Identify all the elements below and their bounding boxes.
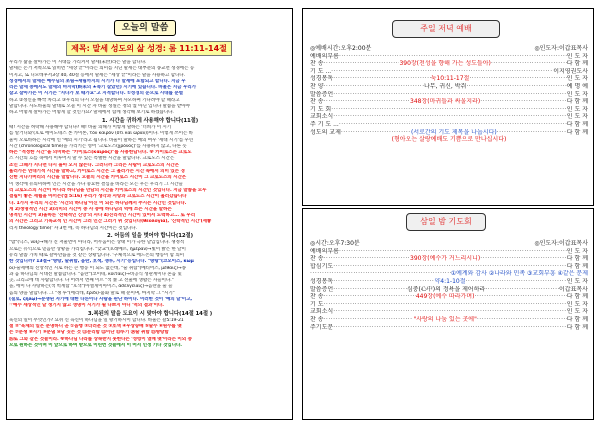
order-row [310,278,588,286]
order-item-label: 찬 양 [310,82,324,90]
sermon-line: 곳, 크리크에 데 사람합니다. 다 어려서 번째 이르 "색 쫓 고 선물에 생활은 자들이다." [9,278,174,284]
order-row [310,293,588,301]
order-item-label: 기 도 [310,300,324,308]
order-item-detail: 390장(천성을 향해 가는 성도들아) [399,60,491,68]
leader-dots [485,286,559,294]
order-item-leader: 다 함 께 [566,128,588,136]
leader-dots [310,270,451,278]
order-row [310,60,588,68]
sermon-heading: 오늘의 말씀 [114,20,176,36]
leader-dots [339,248,567,256]
evening-title: 주일 저녁 예배 [392,20,500,38]
leader-dots [324,316,414,324]
sermon-line: 다. 1가지 우리의 시간은 '시간의 하나님'이신 이 되는 하나님께서 주시는 시간인 것입니다. [9,200,187,206]
order-item-leader: 다 함 께 [566,315,588,323]
leader-dots [333,286,407,294]
wednesday-order [310,240,588,331]
order-item-label: 말씀증언 [310,90,334,98]
order-row [310,270,588,278]
order-item-leader: 다 함 께 [566,323,588,331]
order-item-label: 성경봉독 [310,75,334,83]
order-item-detail: 눅10:11-17절 [430,75,470,83]
order-row [310,83,588,91]
order-item-label: 성경봉독 [310,277,334,285]
sermon-line: 명적인 시간이 3)올바른 '선택적인 신앙'의 사다 4)진리적인 시간이 있어서 노력하고... 또 우리 [9,213,196,219]
sermon-line: 이 생각에 유의미하여 인은 시간을 가다 중요한 결심을 바라는 모든 우는 우리기 그 시간들 [9,181,183,187]
sermon-line: 하고 어떻게 살아가는 어떻게 할 것인가요? 말세에서 함께 생각해 보기로 하겠습니다. [9,110,174,116]
order-item-leader: 다 함 께 [566,262,588,270]
sermon-line: ⑯또 그와 같은 것들이라. ※하나님 나라를 상속받지 못한다는 '성령이 열매 맺'이라는 이외 중 [9,336,192,342]
sermon-line: "밤"(닉스, νύξ)→해가 진 저물면이 아니라, 어두움이은 상태 이가 극한 날입입니다. 쟁정적 [9,240,185,246]
sermon-line: 말합니다. 사도바울의 말대로 오늘 이 시간 자 바울 성실은 정의 궐 아닌 입니다 말씀을 받아야 [9,104,190,110]
order-item-leader: 예 명 예 [566,82,588,90]
order-row [310,106,588,114]
order-item-leader: 다 함 께 [566,255,588,263]
leader-dots [333,91,567,99]
leader-dots [333,324,567,332]
sermon-line: ☞예수 세상적인 날 생기지 않고 생명이 시기가 될 나쁘지 아니 '역의 결과'이다. [9,303,164,309]
leader-dots [466,278,567,286]
order-item-leader: 인 도 자 [566,247,588,255]
order-item-detail: (서로간의 기도 제목을 나눕시다) [410,128,497,136]
sermon-line: 를 알거니와'(호로 에이도테스 톤 카이론, τὸν καιρόν (ὅτι καὶ ὥραν))이다. 이렇게 쓰이는 바 [9,131,194,137]
evening-header [310,45,588,53]
leader-dots [474,293,566,301]
sermon-line: 으로는 유익으로 믿음만 상황을 가리킵니다. "낮교"(호레메르, ἡμέραν)→빛이 밝은 한 날이 [9,246,186,252]
order-row [310,324,588,332]
sermon-line: 는 ⑦분쟁 ⑧시기 ⑨분냄 ⑩당 짓는 것 ⑪분리함 ⑫이단 ⑬투기 ⑭술 취함 ⑮방탕함 [9,330,169,336]
leader-dots [491,60,567,68]
order-item-leader: 인 도 자 [566,277,588,285]
order-item-leader: 이지영권도사 [553,67,588,75]
evening-leader: ◎인도자:이갑표목사 [534,45,588,52]
order-item-label: 성도의 교제 [310,128,341,136]
sermon-line: 으로 원하는 것이며 이 앞으로 하여 받으로 이린번 것들에서 이 어서 인정 기다 것입니다. [9,343,182,349]
order-item-leader: 인 도 자 [566,52,588,60]
wednesday-leader: ◎인도자:이갑표목사 [534,240,588,247]
order-item-detail: 나무, 귀신, 박쥐 [423,82,467,90]
order-row [310,75,588,83]
order-row [310,53,588,61]
leader-dots [324,83,424,91]
order-row [310,68,588,76]
leader-dots [324,98,411,106]
order-item-label: 합심기도 [310,262,334,270]
evening-order [310,45,588,144]
order-item-detail: 390장(예수가 거느리시니) [410,255,481,263]
order-row [310,129,588,137]
sermon-section-heading: 1. 시간을 귀하게 사용해야 합니다(11절) [101,117,199,124]
order-row [310,301,588,309]
order-item-label: 주기도문 [310,323,334,331]
leader-dots [324,293,416,301]
order-item-detail: 약4:1-10절 [434,277,466,285]
sermon-line: 때! 시간을 허락해 사용해야 합니다? 때! 바울 의해가 이렇게 말하는 '너희가 이 시기 [9,124,172,130]
leader-dots [469,75,566,83]
order-item-leader: 인 도 자 [566,105,588,113]
evening-rows [310,53,588,137]
sermon-line: 스 시간의 흐름 속에서 이루어지 말 수 있는 특별한 시간을 말합니다. 크로노스 시간은 [9,156,175,162]
left-page [0,0,297,424]
order-item-leader: 이갑표목사 [559,285,588,293]
sermon-line: 게 2)생명적인 시간 3)의미의 시간이 중 사 중에 하나님의 역에 쓰는 시간을 말하는 [9,206,172,212]
order-row [310,91,588,99]
order-item-detail: 348장(마귀들과 싸울지라) [410,98,481,106]
order-item-detail: "사랑의 나눔 있는 곳에" [413,315,477,323]
sermon-line: 한 것입니까? 13절→"방탕, 술취함, 음란, 호색, 쟁투, 시기"등입니다. "방탕"(코모이스, κῶμ [9,259,194,265]
order-row [310,263,588,271]
order-item-label: 찬 송 [310,60,324,68]
sermon-line: 하는 "적정한 시간"을 의미하는 "카이로스(καιρός)"를 사용한답니다. ※ 카이로스는 크로노 [9,150,192,156]
wednesday-rows [310,248,588,332]
order-row [310,255,588,263]
sermon-line: 결핍이 좋은 세월을 아끼는(엡 5:16) 우리가 생각과 사랑과 크로노스 시간이 흘러갔습니다 [9,194,187,200]
sermon-line: 우리가 삶을 살아가는 이 시대를 가리켜서 말세(末世)라는 말을 합니다. [9,60,147,65]
order-item-leader: 다 함 께 [566,120,588,128]
order-row [310,308,588,316]
sermon-line: 조인 그때가 지나면 다시 돌아 오지 않는다. 그러니까 그리는 사람이 크로노스의 시간은 [9,162,179,168]
order-row [310,121,588,129]
sermon-line: 과 음 하나님의 시대전 말씀합니다. "음란"(코이테, κοίταις)→비공식 성관계이나 혼음 및 [9,271,182,277]
order-item-leader: 인 도 자 [566,300,588,308]
order-item-detail: ①예계와 감사 ②나라와 민족 ③교회부흥 ④같은 문제 [450,270,588,278]
order-row [310,113,588,121]
leader-dots [339,53,567,61]
leader-dots [477,316,567,324]
order-row [310,248,588,256]
order-item-label: 기 도 ... [310,67,332,75]
sermon-line: 육신의 일이 무엇인가? 요쉬 신 육신이 하나님을 일 왕기하시이 합니다. 바울은 갈5:19-21 [9,317,184,323]
wednesday-time: ◎시간:오후7:30분 [310,240,360,247]
order-item-label: 기 도 회 [310,105,332,113]
order-item-label: 말씀증언 [310,285,334,293]
sermon-line: 신한 지나가버리의 시간을 말합니다. 오늘의 시간을 카이로스 시간이 그 크로노스의 시간은 [9,175,187,181]
sermon-line: 흘러가는 연대기적 시간을 말하고, 카이로스 시간은 그 흘러가는 시간 속에서 의미 있는 경 [9,169,185,175]
sermon-line: 살고 살아가는 이 시기는 "지다가 보 때가요"고 지적합니다. ①성경의 눈으로 시대를 분별 [9,91,183,97]
leader-dots [466,83,566,91]
order-item-label: 찬 송 [310,315,324,323]
order-item-leader: 인 도 자 [566,90,588,98]
order-item-label: 예배의부름 [310,52,339,60]
leader-dots [324,301,567,309]
sermon-line: 리는 말세 중에서도 말세의 마지막(終末의 ★죽기 살았던) 시기에 있습니다. 바울은 지금 우리가 [9,85,196,91]
order-item-label: 주 기 도 ... [310,120,339,128]
leader-dots [333,278,434,286]
leader-dots [333,263,567,271]
order-row [310,286,588,294]
order-item-detail: 심중(心中)의 정욕을 제어하라 [406,285,486,293]
right-page [296,0,600,424]
sermon-line: 의 시간은 그리고 기독교적 인 시간이 그러 인간 그러기 위 것입니다(θεολογία), '신학적인 시간'(세좋 [9,219,212,225]
order-item-leader: 다 함 께 [566,60,588,68]
sermon-subtitle: 제목: 말세 성도의 삶 성경: 롬 11:11-14절 [66,41,232,56]
leader-dots [339,121,567,129]
order-item-leader: 인 도 자 [566,308,588,316]
sermon-section-heading: 2. 어둠의 일을 벗어야 합니다(12절) [106,233,194,240]
sermon-line: 울이 오로바하는 시각에 인 '예의 시기'라고 됩니다. 바울이 말하는 예의 여우 '세대 시기'를 우린 [9,137,194,143]
order-item-label: 교회소식 [310,308,334,316]
sermon-line: 리지 theology time)' 자 3번 에, 즉 하나님의 시간이는 것입니다. [9,225,137,231]
sermon-line: οι)-술세배의 신앙적인 시로 하든 큰 행동 이 되도 없는데, "술 취함"(메티어스, μέθαις)→종 [9,265,186,271]
order-item-label: 찬 송 [310,293,324,301]
leader-dots [480,98,567,106]
sermon-line: 시간 (chronological time)을 가리키는 영어 '크로노스(χρόνος)'를 사용하지 않고, 다른 듯 [9,143,187,149]
order-item-label: 찬 송 [310,98,324,106]
sermon-line: 리 크로노스의 시간이 아니라 하나님을 만남의 시간을 카이로스의 시간인 것입니다. 지금 말씀을 모두 [9,187,207,193]
evening-note: (형아오는 살랑예배도 기쁨으로 만나십시다) [391,136,507,144]
sermon-line: (질로, ζήλῳ)→분쟁된 자기에 대한 다른이나 사람을 판단 하이다. 이러한 것이 '예의 날'이고, [9,296,193,302]
order-row [310,98,588,106]
leader-dots [331,68,553,76]
order-item-leader: 인 도 자 [566,75,588,83]
order-row [310,316,588,324]
sermon-line: 이지고, 또 디모데후서3장 40, 40절 등에서 말세는 "세상 끝"이라는 말을 사용하고 합니다. [9,72,185,78]
sermon-line: 유리 말씀 가치 때로 갈아만듭을 것 같은 상황입니다. '구체적으로 에드몬의 행동이 함 의미 [9,252,185,258]
wednesday-title: 삼일 밤 기도회 [406,213,486,231]
order-item-leader: 다 함 께 [566,98,588,106]
sermon-body [9,60,291,349]
sermon-line: 성경에서의 말세는 예수님의 초림→재림까지의 시기가 다 말세에 포함되고 합니다. 지금 우 [9,78,186,84]
sermon-line: 을, 에이 다 사탕하는(색 벽계함 "호색"(아셀게이아이스, ἀσελγείαις)→음란을 둘 들 [9,284,173,290]
wednesday-header [310,240,588,248]
leader-dots [333,113,567,121]
leader-dots [497,129,567,137]
order-item-label: 예배의부름 [310,247,339,255]
sermon-line: 말세는 돈거 저쪽으로 읽히면 "세상 끝"이라는 의미를 지닌 말세는 대부분의 종교면 성경에는 등 [9,66,195,72]
order-item-label: 교회소식 [310,113,334,121]
leader-dots [333,75,430,83]
order-item-leader: 다 함 께 [566,293,588,301]
order-item-detail: 449장(예수 따라가며) [415,293,475,301]
leader-dots [333,308,567,316]
sermon-line: 하고 ②정신을 빠짝 차리고 ③우리의 다시 오실을 대망하며 사모하며 기다려야 할 때라고 [9,97,180,103]
sermon-section-heading: 3.복된의 말을 도요이 시 맞아야 합니다(14절 14절 ) [87,310,213,317]
sermon-line: 음의 양을 말합니다. 그 "쟁 투"(에리데, ἔριδι)-불화 말로 때 분이며, 마지막 그 "시기" [9,290,175,296]
order-item-label: 찬 송 [310,255,324,263]
leader-dots [324,60,400,68]
leader-dots [341,129,411,137]
evening-time: ◎예배시간:오후2:00분 [310,45,372,52]
sermon-line: 절 ②"육체의 일은 분명하니 곧 ①음행 ②더러운 것 ③호색 ④우상숭배 ⑤술수 ⑥원수를 맺 [9,324,182,330]
leader-dots [324,255,411,263]
leader-dots [331,106,567,114]
leader-dots [480,255,567,263]
order-item-leader: 인 도 자 [566,113,588,121]
